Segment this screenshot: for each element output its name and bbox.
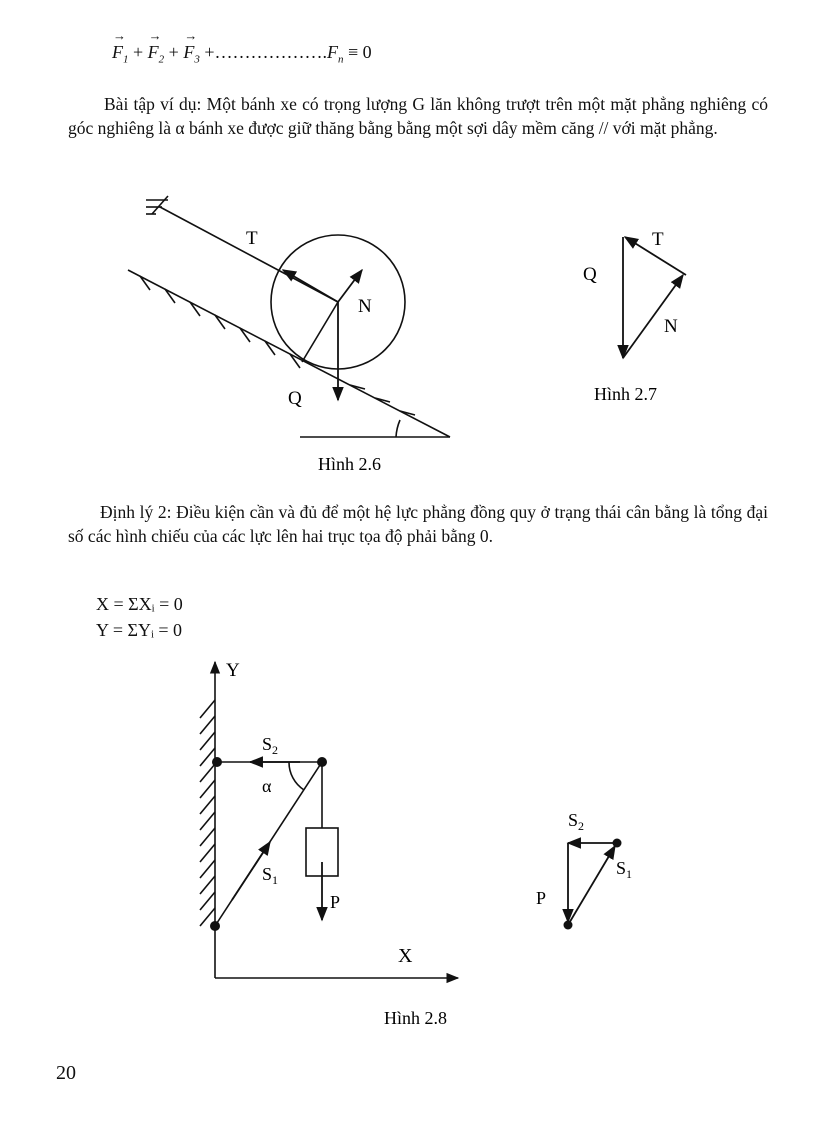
figure-2-8 bbox=[0, 650, 816, 1030]
fig28-tri-label-S2: $S_2$ bbox=[568, 810, 585, 833]
fig27-label-N: N bbox=[664, 316, 678, 337]
fig28-arrows bbox=[232, 762, 322, 920]
page-number: 20 bbox=[56, 1062, 76, 1084]
fig28-triangle bbox=[568, 843, 617, 925]
joint-top-wall bbox=[212, 757, 222, 767]
force-sum-equation: → $F_1$ + → $F_2$ + → $F_3$ $+\dots\dots\dots\dots\dots\dots.F_n \equiv 0$ bbox=[112, 28, 372, 66]
fig28-label-alpha: α bbox=[262, 776, 272, 796]
figure-2-6-2-7 bbox=[0, 190, 816, 480]
vec-f1: → F bbox=[112, 28, 126, 62]
fig27-label-Q: Q bbox=[583, 264, 597, 285]
fig26-label-N: N bbox=[358, 296, 372, 317]
fig28-label-P: P bbox=[330, 892, 341, 912]
equation-x: X = ΣXᵢ = 0 bbox=[96, 594, 183, 614]
fig28-tri-label-P: P bbox=[536, 888, 547, 908]
vec-f3: → F bbox=[183, 28, 198, 62]
vec-f2: → F bbox=[147, 28, 162, 62]
fig28-caption: Hình 2.8 bbox=[384, 1008, 447, 1028]
fig27-caption: Hình 2.7 bbox=[594, 384, 657, 404]
fig26-label-Q: Q bbox=[288, 388, 302, 409]
equation-y: Y = ΣYᵢ = 0 bbox=[96, 620, 183, 640]
fig28-tri-label-S1: $S_1$ bbox=[616, 858, 633, 881]
fig26-label-T: T bbox=[246, 228, 258, 249]
fig28-label-X: X bbox=[398, 945, 413, 967]
joint-bottom-wall bbox=[210, 921, 220, 931]
fig27-label-T: T bbox=[652, 229, 664, 250]
fig27-drawing bbox=[623, 237, 686, 358]
fig28-label-S2: $S_2$ bbox=[262, 734, 279, 757]
fig28-drawing bbox=[200, 662, 458, 978]
fig28-label-S1: $S_1$ bbox=[262, 864, 279, 887]
example-paragraph: Bài tập ví dụ: Một bánh xe có trọng lượng G lăn không trượt trên một mặt phẳng nghiêng có góc nghiêng là α bánh xe được giữ thăng bằng bằng một sợi dây mềm căng // với mặt phẳng. bbox=[68, 94, 768, 138]
fig26-arrows bbox=[283, 270, 362, 400]
joint-top-right bbox=[317, 757, 327, 767]
theorem-paragraph: Định lý 2: Điều kiện cần và đủ để một hệ lực phẳng đồng quy ở trạng thái cân bằng là tổng đại số các hình chiếu của các lực lên hai trục tọa độ phải bằng 0. bbox=[68, 502, 768, 546]
fig28-label-Y: Y bbox=[226, 660, 240, 681]
fig26-caption: Hình 2.6 bbox=[318, 454, 381, 474]
